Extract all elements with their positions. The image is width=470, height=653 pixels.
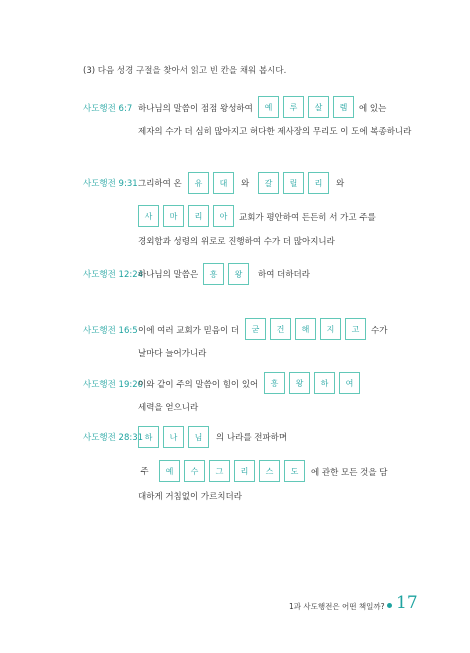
answer-blank[interactable]: 아 bbox=[213, 205, 234, 227]
answer-blank[interactable]: 리 bbox=[308, 172, 329, 194]
blank-row bbox=[138, 205, 238, 227]
answer-blank[interactable]: 해 bbox=[295, 318, 316, 340]
answer-blank[interactable]: 님 bbox=[188, 426, 209, 448]
blank-row bbox=[203, 263, 253, 285]
verse-text: 의 나라를 전파하며 bbox=[216, 433, 288, 443]
answer-blank[interactable]: 대 bbox=[213, 172, 234, 194]
verse-text: 이와 같이 주의 말씀이 힘이 있어 bbox=[138, 380, 259, 390]
verse-ref: 사도행전 28:31 bbox=[83, 433, 144, 443]
verse-text: 제자의 수가 더 심히 많아지고 허다한 제사장의 무리도 이 도에 복종하니라 bbox=[138, 127, 412, 137]
page-number: 17 bbox=[396, 593, 418, 613]
blank-row bbox=[258, 96, 358, 118]
verse-ref: 사도행전 16:5 bbox=[83, 326, 138, 336]
verse-ref: 사도행전 6:7 bbox=[83, 104, 133, 114]
verse-ref: 사도행전 19:20 bbox=[83, 380, 144, 390]
verse-text: 교회가 평안하여 든든히 서 가고 주를 bbox=[239, 213, 376, 223]
bullet-dot-icon bbox=[387, 603, 392, 608]
blank-row bbox=[138, 426, 213, 448]
answer-blank[interactable]: 왕 bbox=[289, 372, 310, 394]
answer-blank[interactable]: 루 bbox=[283, 96, 304, 118]
answer-blank[interactable]: 왕 bbox=[228, 263, 249, 285]
verse-text: 대하게 거침없이 가르치더라 bbox=[138, 492, 242, 502]
verse-text: 와 bbox=[241, 179, 250, 189]
verse-text: 에 관한 모든 것을 담 bbox=[311, 468, 388, 478]
exercise-title: (3) 다음 성경 구절을 찾아서 읽고 빈 칸을 채워 봅시다. bbox=[83, 66, 287, 76]
answer-blank[interactable]: 하 bbox=[314, 372, 335, 394]
answer-blank[interactable]: 하 bbox=[138, 426, 159, 448]
answer-blank[interactable]: 건 bbox=[270, 318, 291, 340]
verse-text: 그리하여 온 bbox=[138, 179, 182, 189]
answer-blank[interactable]: 여 bbox=[339, 372, 360, 394]
answer-blank[interactable]: 나 bbox=[163, 426, 184, 448]
verse-text: 이에 여러 교회가 믿음이 더 bbox=[138, 326, 240, 336]
verse-text: 주 bbox=[140, 467, 149, 477]
blank-row bbox=[258, 172, 333, 194]
verse-text: 에 있는 bbox=[359, 104, 387, 114]
verse-text: 수가 bbox=[371, 326, 388, 336]
blank-row bbox=[188, 172, 238, 194]
blank-row bbox=[264, 372, 364, 394]
answer-blank[interactable]: 흥 bbox=[264, 372, 285, 394]
verse-text: 날마다 늘어가니라 bbox=[138, 349, 207, 359]
answer-blank[interactable]: 스 bbox=[259, 460, 280, 482]
answer-blank[interactable]: 릴 bbox=[283, 172, 304, 194]
verse-ref: 사도행전 12:24 bbox=[83, 270, 144, 280]
answer-blank[interactable]: 유 bbox=[188, 172, 209, 194]
verse-text: 와 bbox=[336, 179, 345, 189]
answer-blank[interactable]: 도 bbox=[284, 460, 305, 482]
answer-blank[interactable]: 예 bbox=[159, 460, 180, 482]
answer-blank[interactable]: 리 bbox=[234, 460, 255, 482]
answer-blank[interactable]: 사 bbox=[138, 205, 159, 227]
verse-text: 하나님의 말씀은 bbox=[138, 270, 199, 280]
answer-blank[interactable]: 지 bbox=[320, 318, 341, 340]
blank-row bbox=[245, 318, 370, 340]
answer-blank[interactable]: 고 bbox=[345, 318, 366, 340]
answer-blank[interactable]: 수 bbox=[184, 460, 205, 482]
answer-blank[interactable]: 그 bbox=[209, 460, 230, 482]
verse-ref: 사도행전 9:31 bbox=[83, 179, 138, 189]
answer-blank[interactable]: 렘 bbox=[333, 96, 354, 118]
answer-blank[interactable]: 갈 bbox=[258, 172, 279, 194]
answer-blank[interactable]: 살 bbox=[308, 96, 329, 118]
verse-text: 하여 더하더라 bbox=[258, 270, 310, 280]
answer-blank[interactable]: 마 bbox=[163, 205, 184, 227]
blank-row bbox=[134, 460, 309, 482]
answer-blank[interactable]: 굳 bbox=[245, 318, 266, 340]
answer-blank[interactable]: 흥 bbox=[203, 263, 224, 285]
verse-text: 세력을 얻으니라 bbox=[138, 403, 199, 413]
verse-text: 경외함과 성령의 위로로 진행하여 수가 더 많아지니라 bbox=[138, 237, 335, 247]
chapter-title: 1과 사도행전은 어떤 책일까? bbox=[289, 602, 385, 611]
answer-blank[interactable]: 예 bbox=[258, 96, 279, 118]
answer-blank[interactable]: 리 bbox=[188, 205, 209, 227]
verse-text: 하나님의 말씀이 점점 왕성하여 bbox=[138, 104, 253, 114]
